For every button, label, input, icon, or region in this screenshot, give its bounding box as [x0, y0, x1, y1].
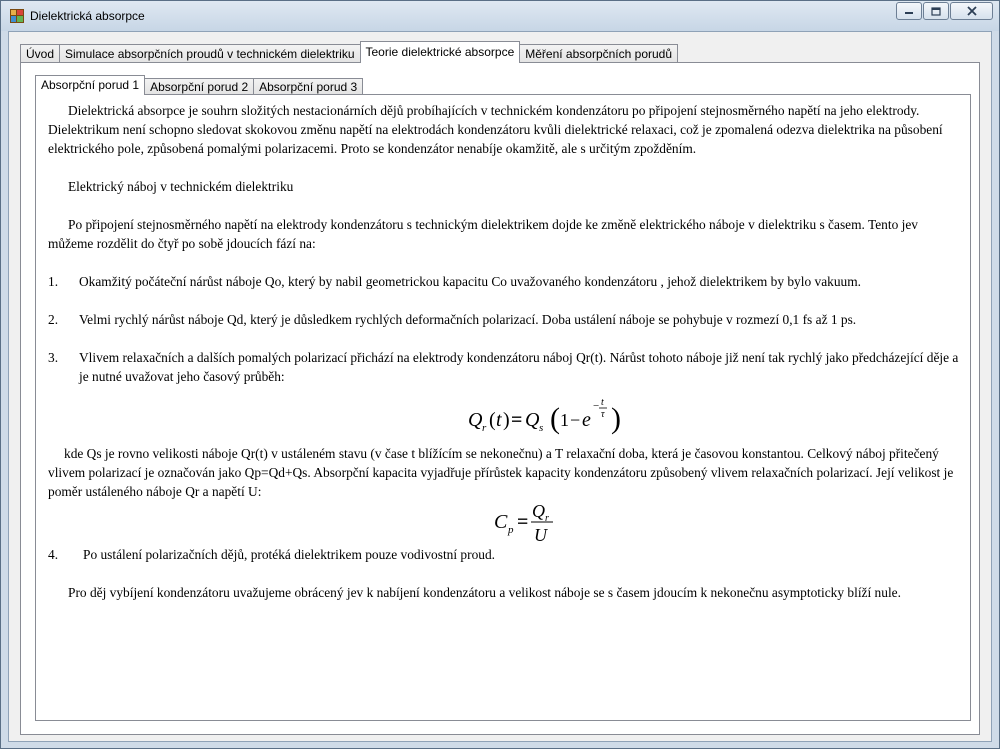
list-item-text: Po ustálení polarizačních dějů, protéká dielektrikem pouze vodivostní proud.	[83, 547, 496, 562]
minimize-button[interactable]	[896, 2, 922, 20]
list-item-text: Okamžitý počáteční nárůst náboje Qo, který by nabil geometrickou kapacitu Co uvažovaného kondenzátoru , jehož dielektrikem by bylo vakuum.	[79, 274, 861, 289]
svg-text:−: −	[593, 400, 600, 412]
svg-text:=: =	[517, 511, 529, 533]
close-button[interactable]	[950, 2, 993, 20]
svg-text:C: C	[494, 511, 508, 533]
tab-simulace[interactable]: Simulace absorpčních proudů v technickém dielektriku	[59, 44, 360, 63]
app-icon	[10, 9, 24, 23]
svg-text:(: (	[550, 402, 560, 435]
tab-teorie[interactable]: Teorie dielektrické absorpce	[360, 41, 521, 63]
rich-text-panel[interactable]	[35, 94, 971, 721]
svg-text:τ: τ	[601, 409, 605, 420]
formula-capacity	[48, 501, 960, 545]
tab-page-teorie	[20, 62, 980, 735]
svg-text:U: U	[534, 525, 547, 545]
formula-charge-graphic	[48, 386, 960, 444]
svg-text:s: s	[539, 422, 544, 434]
svg-text:t: t	[601, 397, 604, 408]
svg-text:e: e	[582, 409, 591, 431]
svg-text:1: 1	[560, 410, 569, 430]
window-title: Dielektrická absorpce	[30, 9, 145, 23]
paragraph-intro: Dielektrická absorpce je souhrn složitých nestacionárních dějů probíhajících v technickém kondenzátoru po připojení stejnosměrného napětí na jeho elektrody. Dielektrikum není schopno sledovat skokovou změnu napětí na elektrodách kondenzátoru kvůli dielektrické relaxaci, což je zpomalená odezva dielektrika na působení elektrického pole, způsobená pomalými polarizacemi. Proto se kondenzátor nenabíje okamžitě, ale s určitým zpožděním.	[48, 103, 943, 156]
svg-text:Q: Q	[525, 409, 540, 431]
subtab-porud-1[interactable]: Absorpční porud 1	[35, 75, 145, 95]
tab-uvod[interactable]: Úvod	[20, 44, 60, 63]
formula-capacity-graphic	[48, 501, 960, 545]
list-number: 2.	[48, 312, 59, 327]
svg-text:r: r	[482, 422, 487, 434]
client-area	[8, 31, 992, 742]
svg-text:(: (	[489, 409, 496, 431]
maximize-icon	[931, 7, 941, 16]
list-number: 4.	[48, 547, 59, 562]
subtab-porud-3[interactable]: Absorpční porud 3	[253, 78, 363, 95]
svg-text:Q: Q	[468, 409, 483, 431]
svg-text:t: t	[496, 409, 502, 431]
section-heading: Elektrický náboj v technickém dielektriku	[68, 179, 294, 194]
svg-text:): )	[611, 402, 621, 435]
list-item	[48, 310, 960, 329]
main-tab-strip	[20, 41, 677, 63]
document-text	[48, 101, 960, 602]
svg-text:Q: Q	[532, 501, 545, 521]
paragraph-explanation: kde Qs je rovno velikosti náboje Qr(t) v ustáleném stavu (v čase t blížícím se nekonečnu) a T relaxační doba, která je časovou konstantou. Celkový náboj přitečený vlivem polarizací je označován jako Qp=Qd+Qs. Absorpční kapacita vyjadřuje přírůstek kapacity kondenzátoru způsobený vlivem relaxačních polarizací. Její velikost je poměr ustáleného náboje Qr a napětí U:	[48, 446, 954, 499]
close-icon	[966, 6, 978, 16]
svg-text:): )	[503, 409, 510, 431]
paragraph-phases: Po připojení stejnosměrného napětí na elektrody kondenzátoru s technickým dielektrikem dojde ke změně elektrického náboje v dielektriku s časem. Tento jev můžeme rozdělit do čtyř po sobě jdoucích fází na:	[48, 217, 918, 251]
sub-tab-strip	[35, 75, 362, 95]
list-item	[48, 545, 960, 564]
list-item	[48, 272, 960, 291]
maximize-button[interactable]	[923, 2, 949, 20]
title-bar[interactable]	[1, 1, 999, 31]
minimize-icon	[904, 7, 914, 15]
svg-text:−: −	[570, 410, 581, 430]
list-item	[48, 348, 960, 386]
list-item-text: Vlivem relaxačních a dalších pomalých polarizací přichází na elektrody kondenzátoru náboj Qr(t). Nárůst tohoto náboje již není tak rychlý jako předcházející děje a je nutné uvažovat jeho časový průběh:	[79, 350, 959, 384]
tab-mereni[interactable]: Měření absorpčních porudů	[519, 44, 678, 63]
svg-text:p: p	[508, 524, 514, 536]
subtab-porud-2[interactable]: Absorpční porud 2	[144, 78, 254, 95]
formula-charge	[48, 386, 960, 444]
svg-text:=: =	[511, 409, 523, 431]
list-item-text: Velmi rychlý nárůst náboje Qd, který je důsledkem rychlých deformačních polarizací. Doba ustálení náboje se pohybuje v rozmezí 0,1 fs až 1 ps.	[79, 312, 857, 327]
svg-text:r: r	[545, 513, 549, 524]
list-number: 1.	[48, 274, 59, 289]
list-number: 3.	[48, 350, 59, 365]
paragraph-discharge: Pro děj vybíjení kondenzátoru uvažujeme obrácený jev k nabíjení kondenzátoru a velikost náboje se s časem jdoucím k nekonečnu asymptoticky blíží nule.	[68, 585, 901, 600]
